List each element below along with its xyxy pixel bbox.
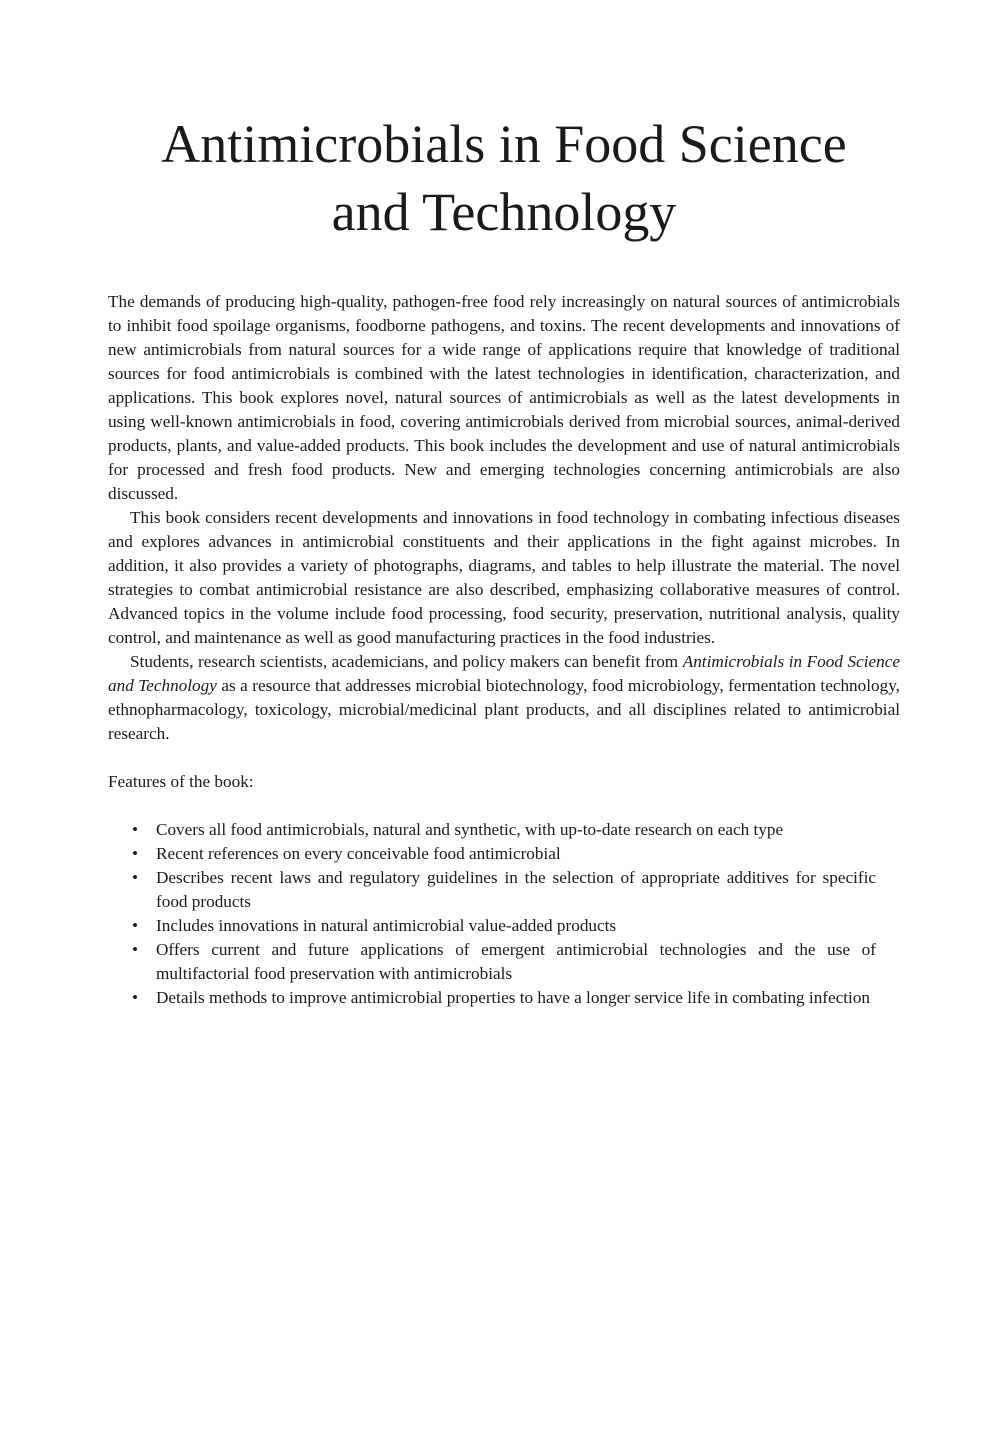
bullet-icon: • xyxy=(132,868,139,887)
paragraph-1: The demands of producing high-quality, pathogen-free food rely increasingly on natural sources of antimicrobials to inhibit food spoilage organisms, foodborne pathogens, and toxins. The recent developments and innovations of new antimicrobials from natural sources for a wide range of applications require that knowledge of traditional sources for food antimicrobials is combined with the latest technologies in identification, characterization, and applications. This book explores novel, natural sources of antimicrobials as well as the latest developments in using well-known antimicrobials in food, covering antimicrobials derived from microbial sources, animal-derived products, plants, and value-added products. This book includes the development and use of natural antimicrobials for processed and fresh food products. New and emerging technologies concerning antimicrobials are also discussed. xyxy=(108,292,900,503)
feature-item xyxy=(132,842,876,866)
bullet-icon: • xyxy=(132,844,139,863)
paragraph-3 xyxy=(108,650,900,746)
bullet-icon: • xyxy=(132,820,139,839)
bullet-icon: • xyxy=(132,988,139,1007)
feature-text: Describes recent laws and regulatory guidelines in the selection of appropriate additives for specific food products xyxy=(156,868,876,911)
book-title xyxy=(108,110,900,246)
feature-text: Recent references on every conceivable food antimicrobial xyxy=(156,844,561,863)
feature-item xyxy=(132,938,876,986)
feature-text: Details methods to improve antimicrobial properties to have a longer service life in combating infection xyxy=(156,988,871,1007)
description-body xyxy=(108,290,900,746)
feature-text: Covers all food antimicrobials, natural and synthetic, with up-to-date research on each type xyxy=(156,820,784,839)
feature-item xyxy=(132,986,876,1010)
paragraph-3-text-end: as a resource that addresses microbial biotechnology, food microbiology, fermentation technology, ethnopharmacology, toxicology, microbial/medicinal plant products, and all disciplines related to antimicrobial research. xyxy=(108,676,900,743)
feature-item xyxy=(132,818,876,842)
features-list xyxy=(108,818,900,1010)
title-line-1: Antimicrobials in Food Science xyxy=(161,114,847,174)
feature-text: Includes innovations in natural antimicrobial value-added products xyxy=(156,916,617,935)
paragraph-3-text-start: Students, research scientists, academicians, and policy makers can benefit from xyxy=(130,652,683,671)
bullet-icon: • xyxy=(132,940,139,959)
document-page xyxy=(108,110,900,1010)
book-title-italic: Antimicrobials in Food Science and Technology xyxy=(108,652,900,695)
paragraph-2: This book considers recent developments and innovations in food technology in combating infectious diseases and explores advances in antimicrobial constituents and their applications in the fight against microbes. In addition, it also provides a variety of photographs, diagrams, and tables to help illustrate the material. The novel strategies to combat antimicrobial resistance are also described, emphasizing collaborative measures of control. Advanced topics in the volume include food processing, food security, preservation, nutritional analysis, quality control, and maintenance as well as good manufacturing practices in the food industries. xyxy=(108,508,900,647)
feature-text: Offers current and future applications of emergent antimicrobial technologies and the use of multifactorial food preservation with antimicrobials xyxy=(156,940,876,983)
features-heading: Features of the book: xyxy=(108,772,254,791)
feature-item xyxy=(132,914,876,938)
feature-item xyxy=(132,866,876,914)
title-line-2: and Technology xyxy=(331,182,677,242)
bullet-icon: • xyxy=(132,916,139,935)
